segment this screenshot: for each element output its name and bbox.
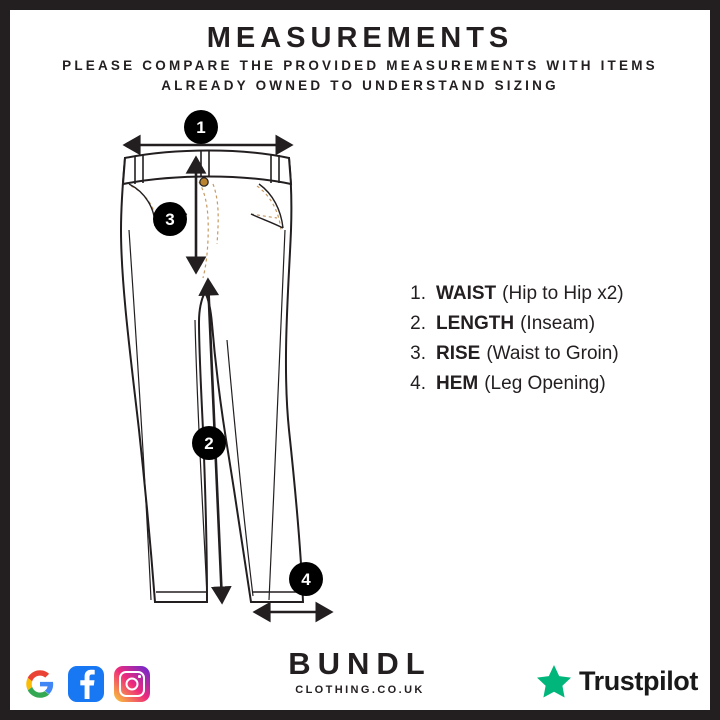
legend-item-rise: [398, 343, 678, 365]
frame-border-left: [0, 0, 10, 720]
page-title: MEASUREMENTS: [206, 22, 514, 54]
legend-number: 2.: [410, 313, 426, 334]
legend-number: 4.: [410, 373, 426, 394]
marker-badge-2: 2: [192, 426, 226, 460]
legend-item-length: [398, 313, 678, 335]
marker-badge-3: 3: [153, 202, 187, 236]
legend-term: WAIST: [436, 283, 497, 304]
legend-description: (Waist to Groin): [486, 343, 619, 364]
legend-term: LENGTH: [436, 313, 515, 334]
trustpilot-star-icon: [537, 665, 571, 698]
marker-badge-1: 1: [184, 110, 218, 144]
frame-border-right: [710, 0, 720, 720]
page-subtitle: PLEASE COMPARE THE PROVIDED MEASUREMENTS WITH ITEMS ALREADY OWNED TO UNDERSTAND SIZING: [62, 58, 658, 93]
legend-description: (Inseam): [520, 313, 596, 334]
trustpilot-label: Trustpilot: [579, 666, 698, 696]
legend-description: (Hip to Hip x2): [502, 283, 624, 304]
brand-name: BUNDL: [288, 646, 432, 682]
legend-term: HEM: [436, 373, 479, 394]
legend-term: RISE: [436, 343, 481, 364]
jeans-button: [200, 178, 208, 186]
trustpilot-logo[interactable]: [537, 665, 698, 698]
frame-border-bottom: [0, 710, 720, 720]
brand-website: CLOTHING.CO.UK: [295, 684, 425, 696]
measurement-legend: [398, 283, 678, 403]
legend-number: 1.: [410, 283, 426, 304]
jeans-diagram: [95, 110, 385, 630]
marker-badge-4: 4: [289, 562, 323, 596]
frame-border-top: [0, 0, 720, 10]
legend-number: 3.: [410, 343, 426, 364]
legend-description: (Leg Opening): [484, 373, 606, 394]
legend-item-hem: [398, 373, 678, 395]
legend-item-waist: [398, 283, 678, 305]
